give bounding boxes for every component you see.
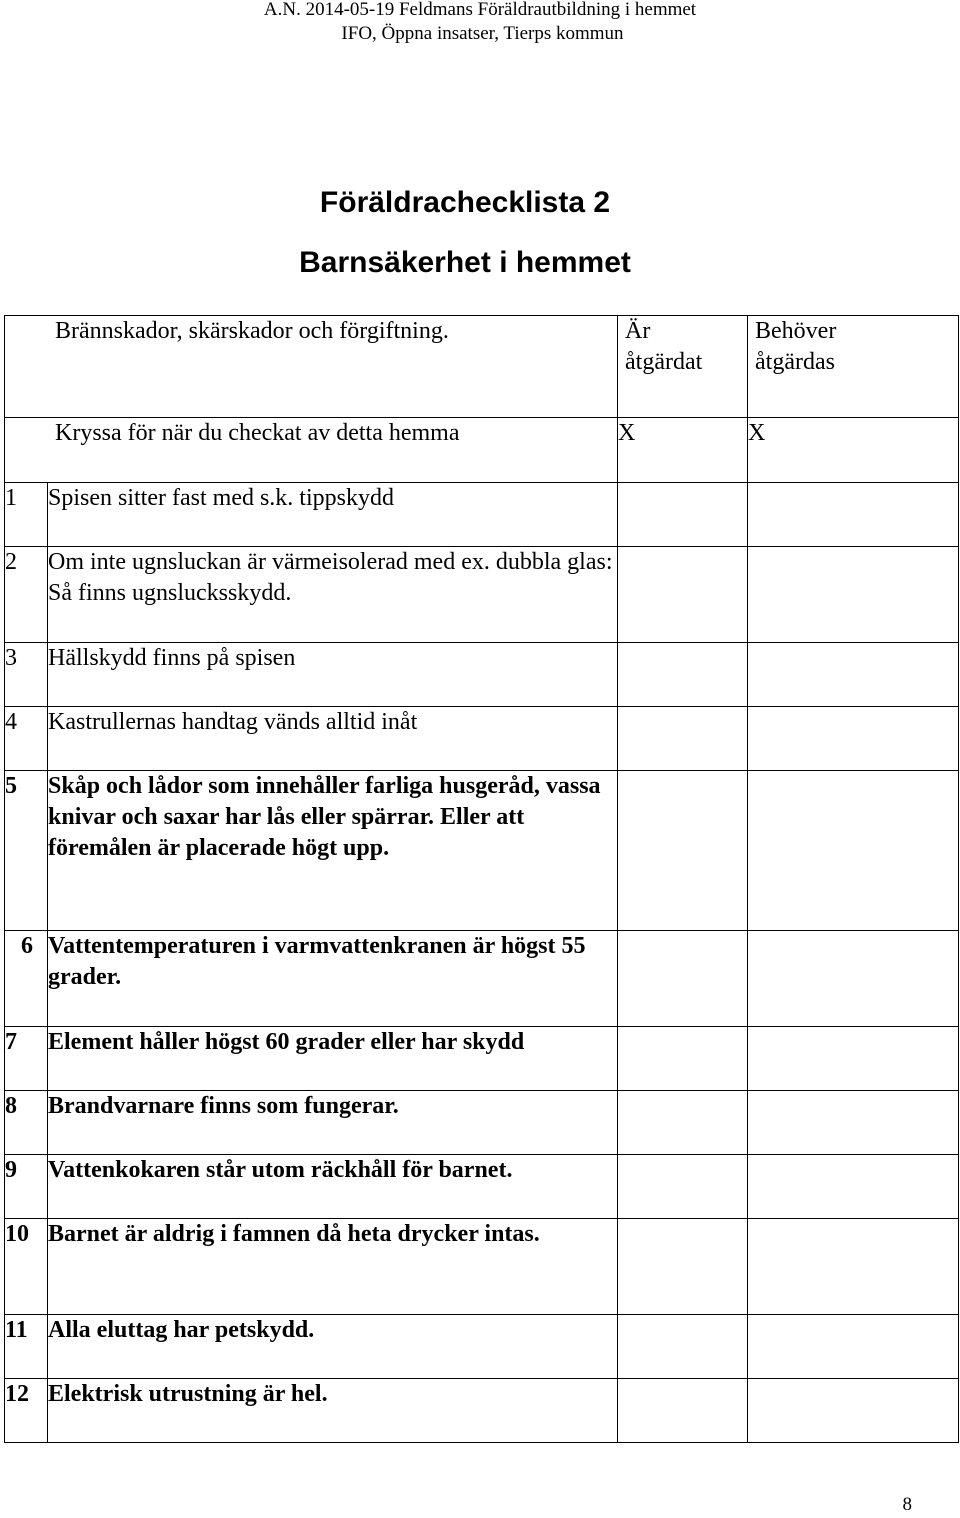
todo-checkbox[interactable]: [748, 1219, 959, 1315]
done-mark: X: [618, 418, 748, 483]
done-checkbox[interactable]: [618, 1091, 748, 1155]
done-checkbox[interactable]: [618, 547, 748, 643]
todo-checkbox[interactable]: [748, 483, 959, 547]
item-text: Elektrisk utrustning är hel.: [48, 1379, 618, 1443]
table-row: [5, 707, 959, 771]
item-text: Alla eluttag har petskydd.: [48, 1315, 618, 1379]
done-checkbox[interactable]: [618, 1155, 748, 1219]
todo-checkbox[interactable]: [748, 771, 959, 931]
instruction-row: [5, 418, 959, 483]
item-text: Barnet är aldrig i famnen då heta drycker intas.: [48, 1219, 618, 1315]
done-checkbox[interactable]: [618, 771, 748, 931]
todo-checkbox[interactable]: [748, 1155, 959, 1219]
done-checkbox[interactable]: [618, 1219, 748, 1315]
table-row: [5, 643, 959, 707]
table-row: [5, 931, 959, 1027]
table-row: [5, 1379, 959, 1443]
table-row: [5, 1091, 959, 1155]
item-text: Hällskydd finns på spisen: [48, 643, 618, 707]
table-row: [5, 483, 959, 547]
done-checkbox[interactable]: [618, 931, 748, 1027]
page-number: 8: [902, 1494, 912, 1515]
table-row: [5, 1219, 959, 1315]
instruction-text: Kryssa för när du checkat av detta hemma: [5, 418, 618, 483]
item-number: 7: [5, 1027, 48, 1091]
table-header-row: [5, 316, 959, 418]
section-heading: Brännskador, skärskador och förgiftning.: [55, 318, 449, 344]
column-header-done: Är åtgärdat: [618, 316, 748, 418]
done-checkbox[interactable]: [618, 643, 748, 707]
table-row: [5, 1315, 959, 1379]
item-text: Brandvarnare finns som fungerar.: [48, 1091, 618, 1155]
document-header: [0, 0, 960, 46]
item-text: Vattenkokaren står utom räckhåll för barnet.: [48, 1155, 618, 1219]
todo-checkbox[interactable]: [748, 1315, 959, 1379]
table-row: [5, 1027, 959, 1091]
todo-checkbox[interactable]: [748, 643, 959, 707]
header-line-2: IFO, Öppna insatser, Tierps kommun: [341, 23, 624, 44]
item-number: 8: [5, 1091, 48, 1155]
item-number: 2: [5, 547, 48, 643]
item-number: 4: [5, 707, 48, 771]
item-number: 5: [5, 771, 48, 931]
page-title: Föräldrachecklista 2: [319, 186, 611, 219]
todo-checkbox[interactable]: [748, 547, 959, 643]
todo-checkbox[interactable]: [748, 1379, 959, 1443]
item-text: Skåp och lådor som innehåller farliga husgeråd, vassa knivar och saxar har lås eller spärrar. Eller att föremålen är placerade högt upp.: [48, 771, 618, 931]
done-checkbox[interactable]: [618, 1027, 748, 1091]
column-header-todo: Behöver åtgärdas: [748, 316, 959, 418]
todo-checkbox[interactable]: [748, 707, 959, 771]
done-checkbox[interactable]: [618, 1315, 748, 1379]
todo-checkbox[interactable]: [748, 1027, 959, 1091]
item-text: Kastrullernas handtag vänds alltid inåt: [48, 707, 618, 771]
item-number: 11: [5, 1315, 48, 1379]
table-row: [5, 1155, 959, 1219]
item-number: 6: [5, 931, 48, 1027]
page-subtitle: Barnsäkerhet i hemmet: [299, 246, 631, 279]
item-number: 9: [5, 1155, 48, 1219]
todo-mark: X: [748, 418, 959, 483]
done-checkbox[interactable]: [618, 483, 748, 547]
item-number: 3: [5, 643, 48, 707]
checklist-table: [4, 315, 959, 1443]
table-row: [5, 771, 959, 931]
todo-checkbox[interactable]: [748, 931, 959, 1027]
table-row: [5, 547, 959, 643]
todo-checkbox[interactable]: [748, 1091, 959, 1155]
item-text: Spisen sitter fast med s.k. tippskydd: [48, 483, 618, 547]
item-text: Element håller högst 60 grader eller har skydd: [48, 1027, 618, 1091]
item-text: Vattentemperaturen i varmvattenkranen är högst 55 grader.: [48, 931, 618, 1027]
done-checkbox[interactable]: [618, 1379, 748, 1443]
item-number: 10: [5, 1219, 48, 1315]
item-text: Om inte ugnsluckan är värmeisolerad med ex. dubbla glas: Så finns ugnslucksskydd.: [48, 547, 618, 643]
item-number: 12: [5, 1379, 48, 1443]
section-heading-cell: [5, 316, 618, 418]
done-checkbox[interactable]: [618, 707, 748, 771]
header-line-1: A.N. 2014-05-19 Feldmans Föräldrautbildning i hemmet: [263, 0, 697, 20]
item-number: 1: [5, 483, 48, 547]
